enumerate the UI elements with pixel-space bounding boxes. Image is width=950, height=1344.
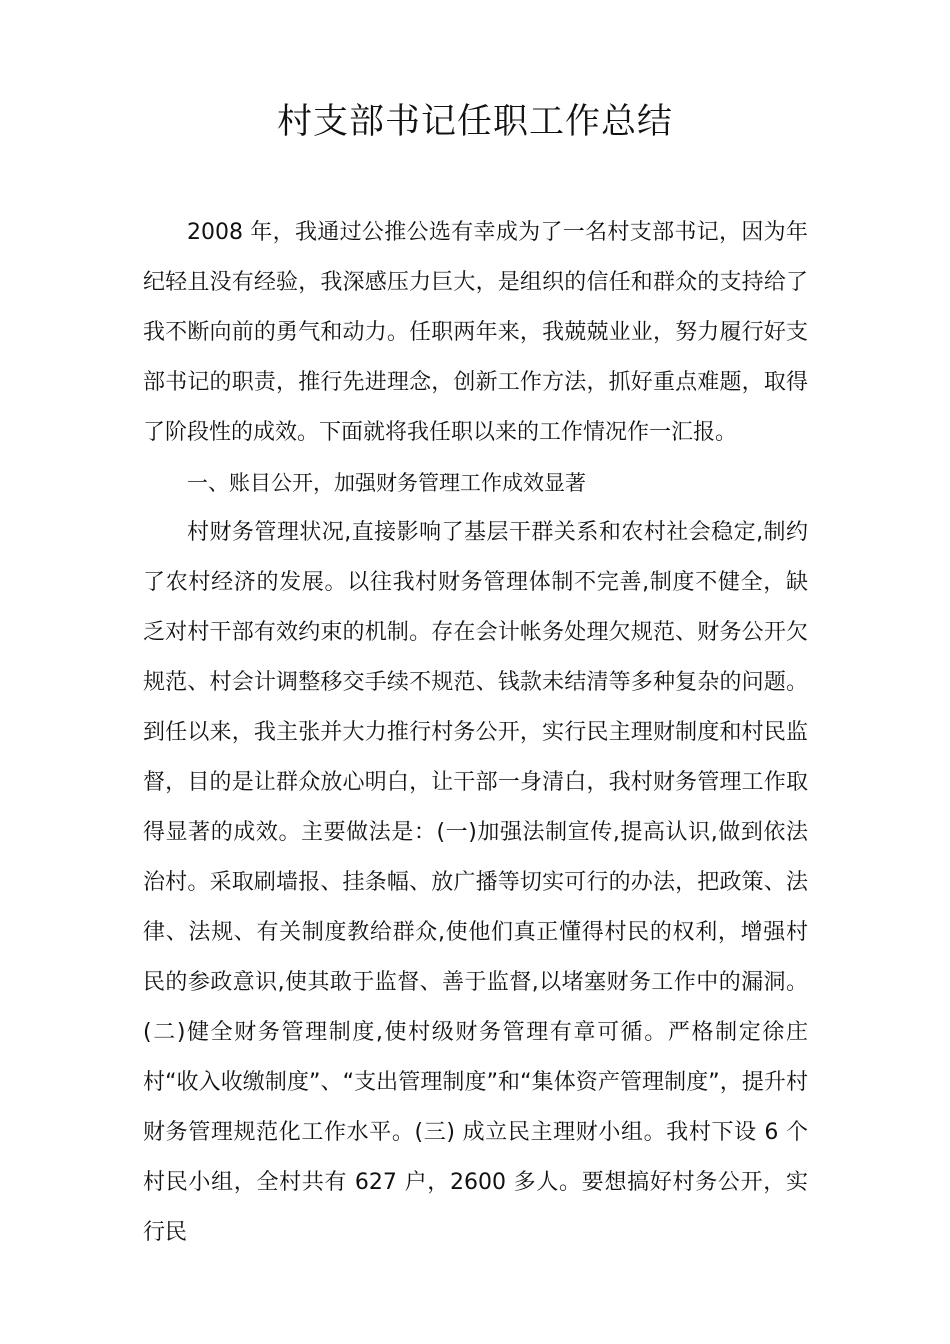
document-body bbox=[143, 208, 808, 1258]
section-1-paragraph: 村财务管理状况,直接影响了基层干群关系和农村社会稳定,制约了农村经济的发展。以往我村财务管理体制不完善,制度不健全，缺乏对村干部有效约束的机制。存在会计帐务处理欠规范、财务公开欠规范、村会计调整移交手续不规范、钱款未结清等多种复杂的问题。到任以来，我主张并大力推行村务公开，实行民主理财制度和村民监督，目的是让群众放心明白，让干部一身清白，我村财务管理工作取得显著的成效。主要做法是：(一)加强法制宣传,提高认识,做到依法治村。采取刷墙报、挂条幅、放广播等切实可行的办法，把政策、法律、法规、有关制度教给群众,使他们真正懂得村民的权利，增强村民的参政意识,使其敢于监督、善于监督,以堵塞财务工作中的漏洞。 (二)健全财务管理制度,使村级财务管理有章可循。严格制定徐庄村“收入收缴制度”、“支出管理制度”和“集体资产管理制度”，提升村财务管理规范化工作水平。(三) 成立民主理财小组。我村下设 6 个村民小组，全村共有 627 户，2600 多人。要想搞好村务公开，实行民 bbox=[143, 520, 808, 1245]
document-title: 村支部书记任职工作总结 bbox=[276, 102, 673, 142]
intro-paragraph: 2008 年，我通过公推公选有幸成为了一名村支部书记，因为年纪轻且没有经验，我深感压力巨大，是组织的信任和群众的支持给了我不断向前的勇气和动力。任职两年来，我兢兢业业，努力履行好支部书记的职责，推行先进理念，创新工作方法，抓好重点难题，取得了阶段性的成效。下面就将我任职以来的工作情况作一汇报。 bbox=[143, 220, 808, 445]
section-heading-1: 一、账目公开，加强财务管理工作成效显著 bbox=[187, 471, 586, 495]
